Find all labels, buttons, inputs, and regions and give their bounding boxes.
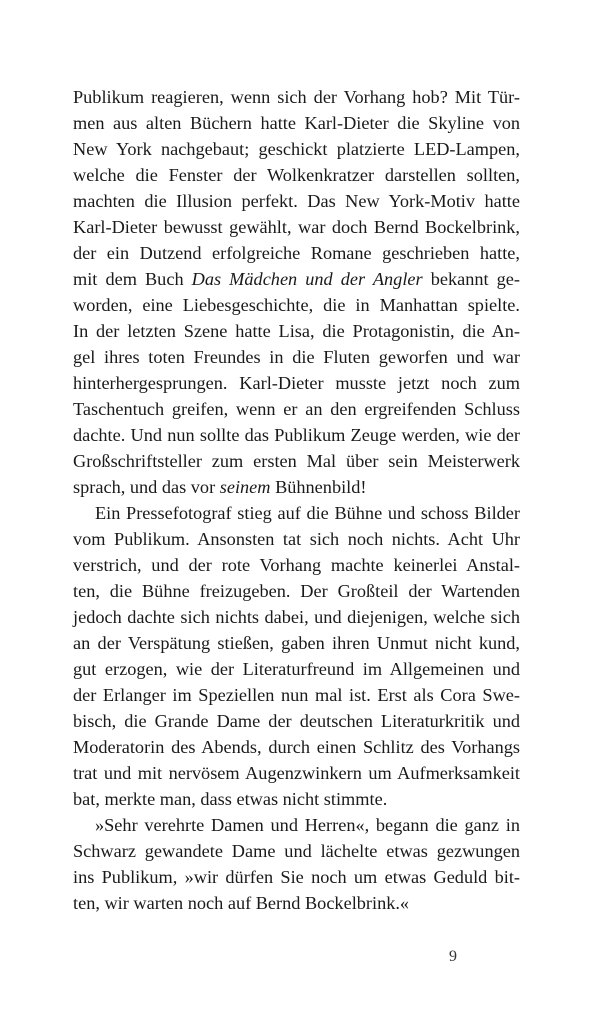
text-run: verstrich, und der rote Vorhang machte keinerlei Anstal- bbox=[73, 555, 520, 575]
text-line bbox=[73, 110, 520, 136]
text-line bbox=[73, 708, 520, 734]
text-run: der ein Dutzend erfolgreiche Romane geschrieben hatte, bbox=[73, 243, 520, 263]
book-page-body bbox=[73, 84, 520, 916]
text-line bbox=[73, 838, 520, 864]
paragraph bbox=[73, 84, 520, 500]
text-run: bekannt ge- bbox=[422, 269, 520, 289]
text-run: sprach, und das vor bbox=[73, 477, 220, 497]
paragraph bbox=[73, 812, 520, 916]
text-line bbox=[73, 448, 520, 474]
text-line bbox=[73, 578, 520, 604]
text-run: ten, wir warten noch auf Bernd Bockelbrink.« bbox=[73, 893, 410, 913]
text-line bbox=[73, 318, 520, 344]
text-line bbox=[73, 682, 520, 708]
text-run: Schwarz gewandete Dame und lächelte etwas gezwungen bbox=[73, 841, 520, 861]
text-line bbox=[73, 656, 520, 682]
text-line bbox=[73, 84, 520, 110]
text-run: gel ihres toten Freundes in die Fluten geworfen und war bbox=[73, 347, 520, 367]
text-run: hinterhergesprungen. Karl-Dieter musste jetzt noch zum bbox=[73, 373, 520, 393]
text-run: worden, eine Liebesgeschichte, die in Manhattan spielte. bbox=[73, 295, 520, 315]
text-line bbox=[73, 370, 520, 396]
text-line bbox=[73, 396, 520, 422]
text-run: vom Publikum. Ansonsten tat sich noch nichts. Acht Uhr bbox=[73, 529, 520, 549]
italic-text: Das Mädchen und der Angler bbox=[191, 269, 423, 289]
text-line bbox=[73, 734, 520, 760]
italic-text: seinem bbox=[219, 477, 271, 497]
text-line bbox=[73, 864, 520, 890]
text-line bbox=[73, 292, 520, 318]
text-run: men aus alten Büchern hatte Karl-Dieter die Skyline von bbox=[73, 113, 520, 133]
paragraph bbox=[73, 500, 520, 812]
text-line bbox=[73, 240, 520, 266]
text-line bbox=[73, 474, 520, 500]
text-line bbox=[73, 500, 520, 526]
text-line bbox=[73, 188, 520, 214]
text-run: gut erzogen, wie der Literaturfreund im Allgemeinen und bbox=[73, 659, 520, 679]
text-run: Taschentuch greifen, wenn er an den ergreifenden Schluss bbox=[73, 399, 520, 419]
text-line bbox=[73, 604, 520, 630]
text-run: bisch, die Grande Dame der deutschen Literaturkritik und bbox=[73, 711, 520, 731]
text-run: jedoch dachte sich nichts dabei, und diejenigen, welche sich bbox=[73, 607, 520, 627]
text-run: welche die Fenster der Wolkenkratzer darstellen sollten, bbox=[73, 165, 520, 185]
text-run: ten, die Bühne freizugeben. Der Großteil der Wartenden bbox=[73, 581, 520, 601]
text-run: trat und mit nervösem Augenzwinkern um Aufmerksamkeit bbox=[73, 763, 520, 783]
text-run: machten die Illusion perfekt. Das New York-Motiv hatte bbox=[73, 191, 520, 211]
text-line bbox=[73, 214, 520, 240]
text-run: Ein Pressefotograf stieg auf die Bühne und schoss Bilder bbox=[95, 503, 520, 523]
text-line bbox=[73, 526, 520, 552]
text-line bbox=[73, 786, 520, 812]
text-run: Moderatorin des Abends, durch einen Schlitz des Vorhangs bbox=[73, 737, 520, 757]
text-run: ins Publikum, »wir dürfen Sie noch um etwas Geduld bit- bbox=[73, 867, 520, 887]
text-line bbox=[73, 760, 520, 786]
text-line bbox=[73, 422, 520, 448]
text-run: bat, merkte man, dass etwas nicht stimmte. bbox=[73, 789, 388, 809]
text-run: Publikum reagieren, wenn sich der Vorhang hob? Mit Tür- bbox=[73, 87, 520, 107]
text-line bbox=[73, 344, 520, 370]
text-run: der Erlanger im Speziellen nun mal ist. Erst als Cora Swe- bbox=[73, 685, 520, 705]
text-run: an der Verspätung stießen, gaben ihren Unmut nicht kund, bbox=[73, 633, 520, 653]
text-run: In der letzten Szene hatte Lisa, die Protagonistin, die An- bbox=[73, 321, 520, 341]
text-run: dachte. Und nun sollte das Publikum Zeuge werden, wie der bbox=[73, 425, 520, 445]
text-run: mit dem Buch bbox=[73, 269, 192, 289]
text-run: Großschriftsteller zum ersten Mal über sein Meisterwerk bbox=[73, 451, 520, 471]
text-line bbox=[73, 890, 520, 916]
page-number: 9 bbox=[449, 948, 457, 965]
text-run: Karl-Dieter bewusst gewählt, war doch Bernd Bockelbrink, bbox=[73, 217, 520, 237]
text-line bbox=[73, 266, 520, 292]
text-run: Bühnenbild! bbox=[270, 477, 367, 497]
text-line bbox=[73, 630, 520, 656]
text-line bbox=[73, 136, 520, 162]
text-line bbox=[73, 812, 520, 838]
text-run: »Sehr verehrte Damen und Herren«, begann die ganz in bbox=[95, 815, 520, 835]
text-line bbox=[73, 162, 520, 188]
text-run: New York nachgebaut; geschickt platzierte LED-Lampen, bbox=[73, 139, 520, 159]
text-line bbox=[73, 552, 520, 578]
